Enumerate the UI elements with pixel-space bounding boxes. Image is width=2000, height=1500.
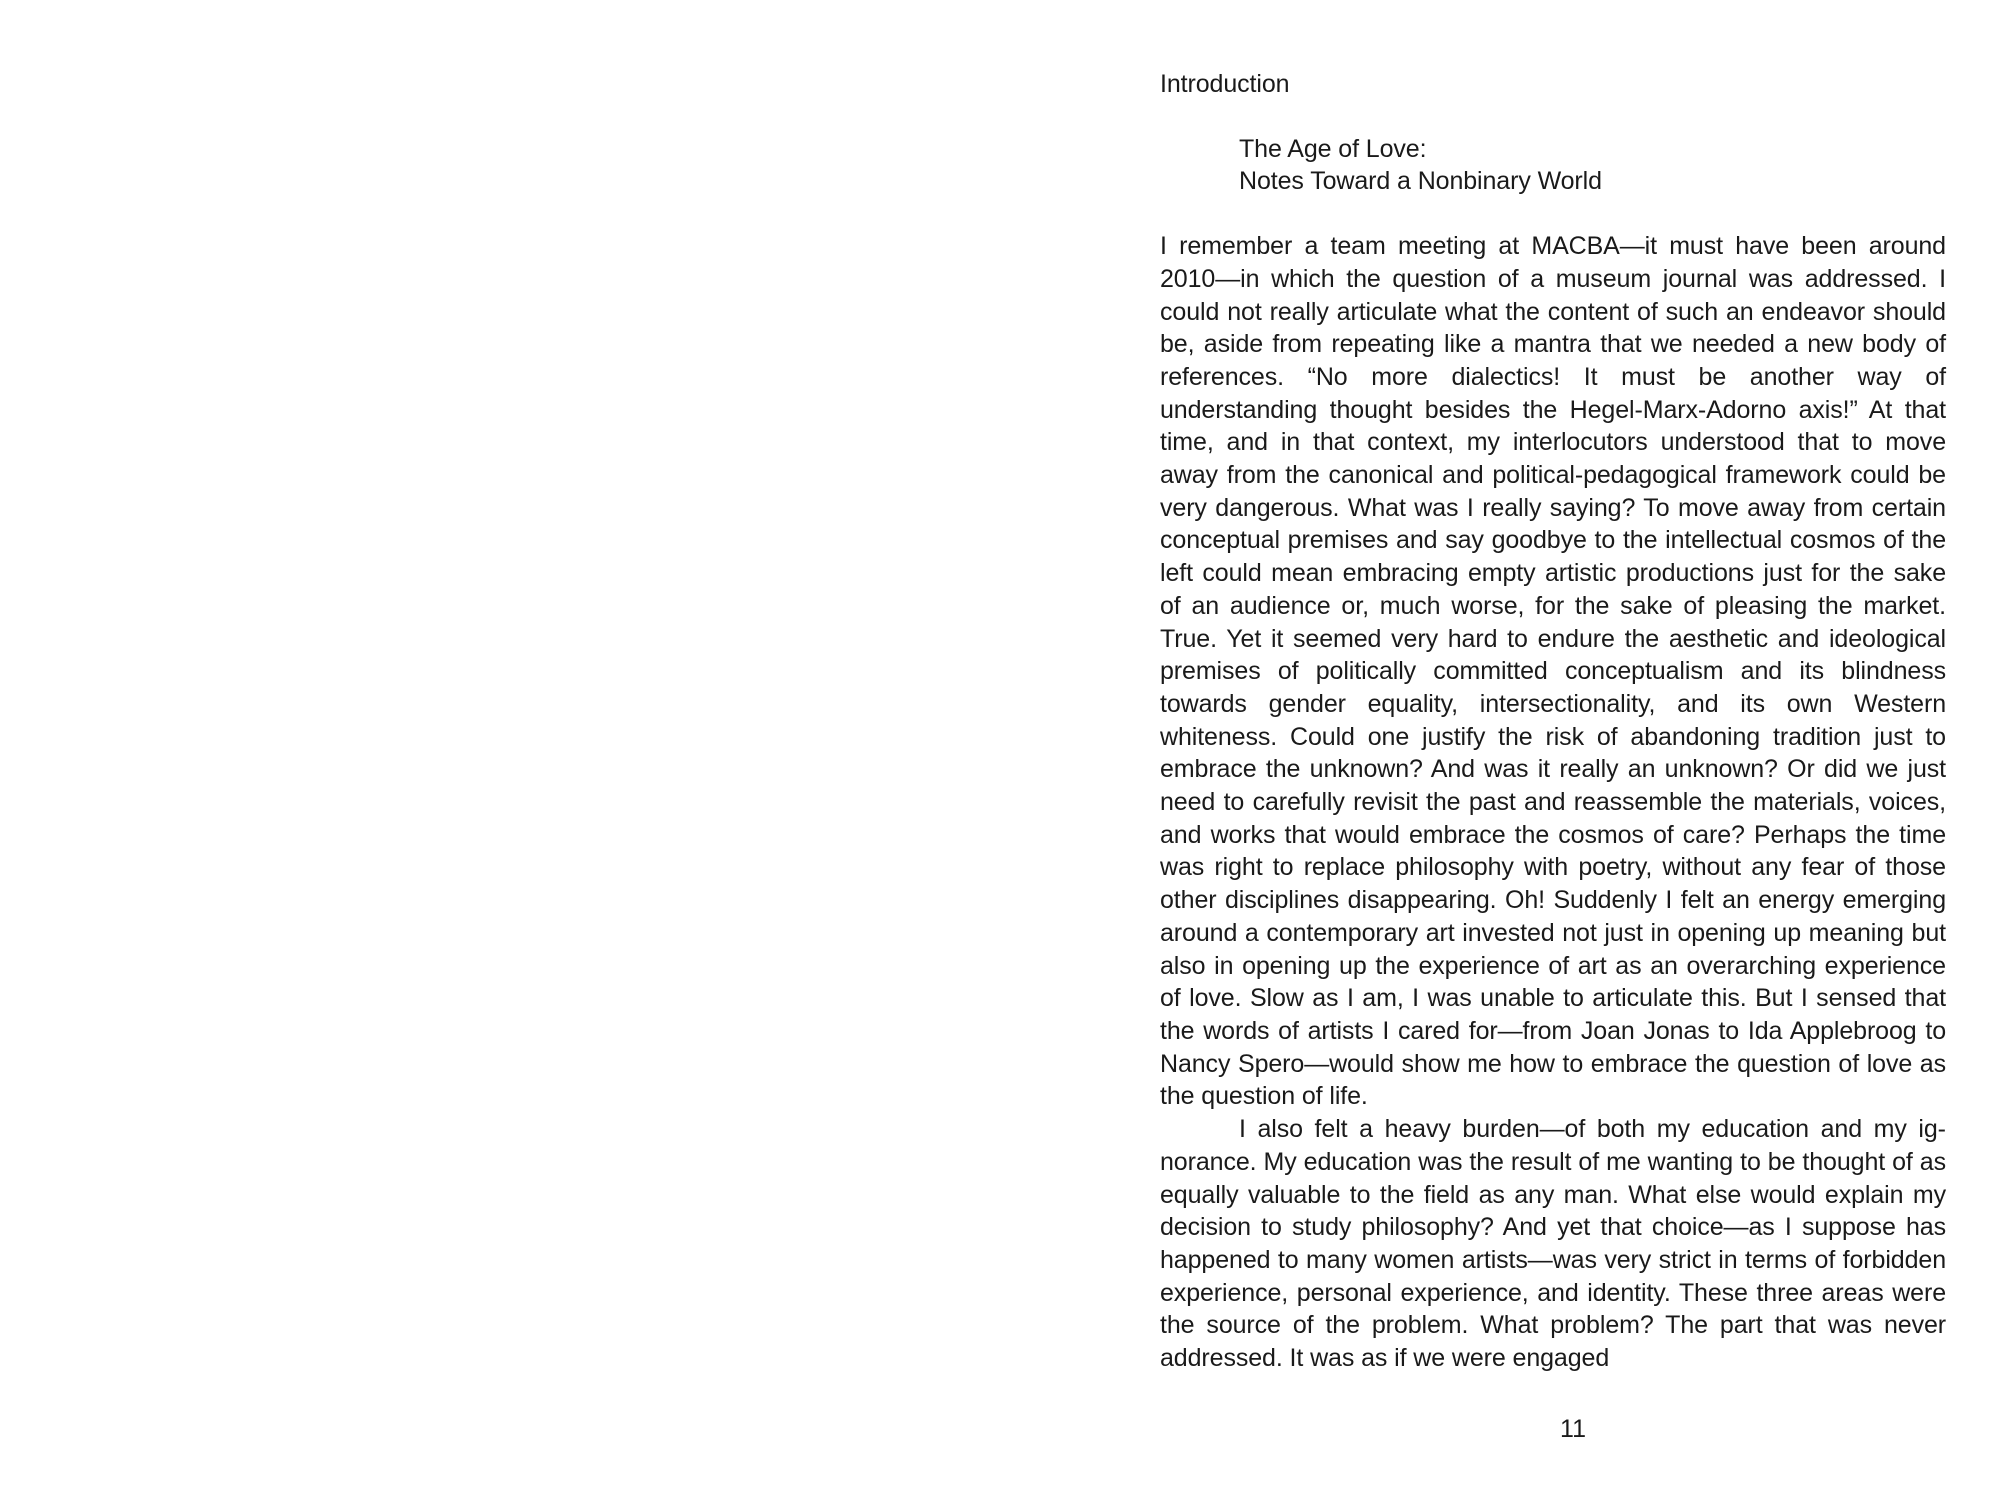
chapter-title <box>1160 133 1946 198</box>
paragraph-1: I remember a team meeting at MACBA—it must have been around 2010—in which the question of a museum journal was addressed. I could not really articulate what the content of such an endeavor should be, aside from repeating like a mantra that we needed a new body of references. “No more dialectics! It must be another way of understanding thought besides the Hegel-Marx-Adorno axis!” At that time, and in that context, my interlocutors understood that to move away from the canonical and political-pedagogical framework could be very dangerous. What was I really saying? To move away from certain conceptual premises and say goodbye to the intellectual cosmos of the left could mean embracing empty artistic productions just for the sake of an audience or, much worse, for the sake of pleasing the market. True. Yet it seemed very hard to endure the aesthetic and ideological premises of politically committed conceptualism and its blindness towards gender equality, intersectionality, and its own Western whiteness. Could one justify the risk of abandoning tradition just to embrace the unknown? And was it really an unknown? Or did we just need to carefully revisit the past and reassemble the materials, voices, and works that would embrace the cosmos of care? Perhaps the time was right to replace philosophy with poetry, without any fear of those other disciplines disappearing. Oh! Suddenly I felt an energy emerging around a contemporary art invested not just in opening up meaning but also in opening up the experience of art as an overarching experience of love. Slow as I am, I was unable to articulate this. But I sensed that the words of artists I cared for—from Joan Jonas to Ida Applebroog to Nancy Spero—would show me how to embrace the question of love as the question of life. <box>1160 232 1946 1111</box>
page-number-container <box>1000 1413 2000 1445</box>
title-line-2: Notes Toward a Nonbinary World <box>1239 167 1602 196</box>
right-page <box>1000 0 2000 1500</box>
body-text <box>1160 230 1946 1375</box>
section-label: Introduction <box>1160 70 1290 98</box>
title-line-1: The Age of Love: <box>1239 134 1427 163</box>
page-number: 11 <box>1560 1415 1586 1443</box>
text-block <box>1160 68 1946 1375</box>
paragraph-2: I also felt a heavy burden—of both my education and my ignorance. My education was the result of me wanting to be thought of as equally valuable to the field as any man. What else would explain my decision to study philosophy? And yet that choice—as I suppose has happened to many women artists—was very strict in terms of forbidden experience, personal experience, and identity. These three areas were the source of the problem. What problem? The part that was never addressed. It was as if we were engaged <box>1160 1115 1946 1373</box>
